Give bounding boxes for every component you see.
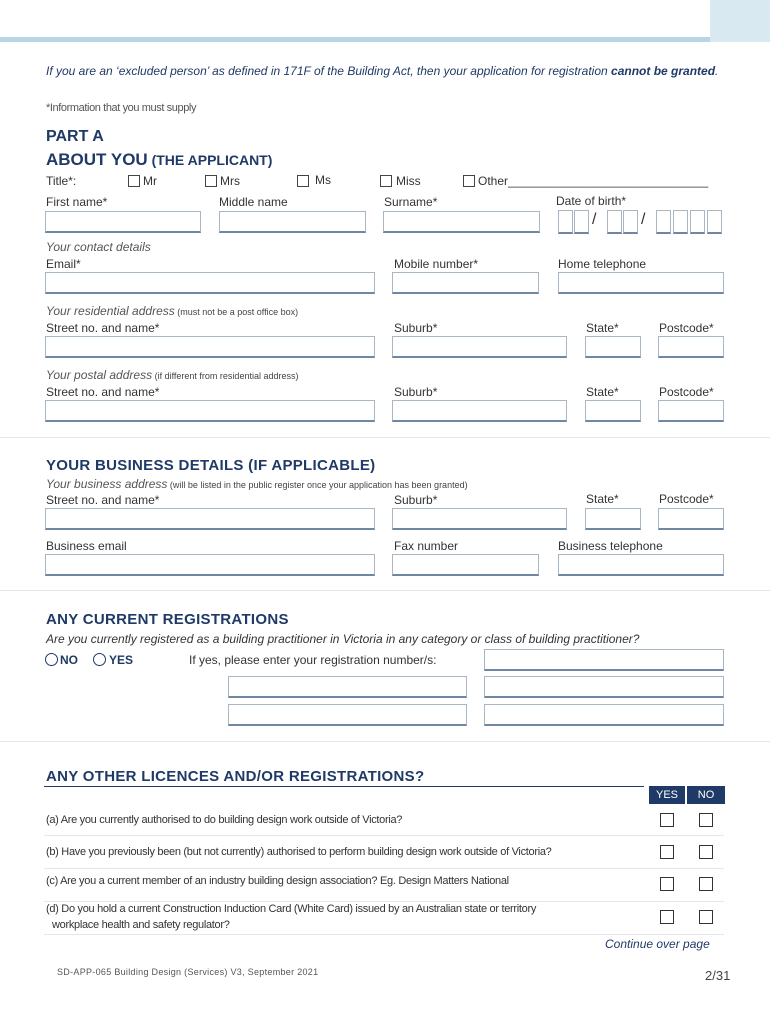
licence-question-c-text: (c) Are you a current member of an industry building design association? Eg. Design Matters National: [46, 875, 509, 887]
excluded-person-notice: [46, 63, 736, 79]
licence-question-a: [44, 805, 724, 836]
biz-postcode-field[interactable]: [658, 508, 724, 530]
registered-no-radio[interactable]: [45, 653, 58, 666]
dob-sep-1: /: [592, 211, 597, 228]
dob-day-1[interactable]: [558, 210, 573, 234]
dob-year-3[interactable]: [690, 210, 705, 234]
business-address-heading-text: Your business address: [46, 477, 168, 491]
licence-question-b-text: (b) Have you previously been (but not currently) authorised to perform building design work outside of Victoria?: [46, 846, 552, 858]
res-street-label: Street no. and name*: [46, 321, 160, 335]
business-address-heading: [46, 477, 468, 491]
res-street-field[interactable]: [45, 336, 375, 358]
separator-2: [0, 590, 770, 591]
notice-bold: cannot be granted: [611, 64, 716, 78]
dob-sep-2: /: [641, 211, 646, 228]
biz-tel-field[interactable]: [558, 554, 724, 576]
page-number: 2/31: [705, 968, 731, 983]
top-accent-bar: [0, 37, 710, 42]
postal-heading: [46, 368, 298, 382]
biz-street-label: Street no. and name*: [46, 493, 160, 507]
biz-street-field[interactable]: [45, 508, 375, 530]
biz-email-label: Business email: [46, 539, 127, 553]
registration-number-field-1[interactable]: [484, 649, 724, 671]
biz-fax-label: Fax number: [394, 539, 459, 553]
first-name-field[interactable]: [45, 211, 201, 233]
biz-state-field[interactable]: [585, 508, 641, 530]
separator-3: [0, 741, 770, 742]
residential-heading-text: Your residential address: [46, 304, 175, 318]
residential-heading: [46, 304, 298, 318]
surname-label: Surname*: [384, 195, 438, 209]
registration-number-field-3[interactable]: [484, 676, 724, 698]
dob-month-2[interactable]: [623, 210, 638, 234]
registered-yes-radio[interactable]: [93, 653, 106, 666]
title-other-label: Other______________________________: [478, 174, 709, 188]
postal-street-field[interactable]: [45, 400, 375, 422]
registered-no-label: NO: [60, 653, 78, 667]
res-state-field[interactable]: [585, 336, 641, 358]
licence-question-d: [44, 902, 724, 935]
res-suburb-field[interactable]: [392, 336, 567, 358]
res-postcode-field[interactable]: [658, 336, 724, 358]
form-identifier: SD-APP-065 Building Design (Services) V3, September 2021: [57, 967, 319, 977]
licence-question-a-text: (a) Are you currently authorised to do building design work outside of Victoria?: [46, 814, 403, 826]
middle-name-field[interactable]: [219, 211, 366, 233]
part-label: PART A: [46, 128, 104, 145]
res-postcode-label: Postcode*: [659, 321, 714, 335]
title-miss-label: Miss: [396, 174, 421, 188]
top-corner-block: [710, 0, 770, 42]
dob-day-2[interactable]: [574, 210, 589, 234]
required-note: *Information that you must supply: [46, 102, 197, 114]
title-mrs-checkbox[interactable]: [205, 175, 217, 187]
email-label: Email*: [46, 257, 81, 271]
licence-a-no-checkbox[interactable]: [699, 813, 713, 827]
title-other-checkbox[interactable]: [463, 175, 475, 187]
postal-state-field[interactable]: [585, 400, 641, 422]
continue-over-page: Continue over page: [605, 937, 710, 951]
registration-number-prompt: If yes, please enter your registration number/s:: [189, 653, 437, 667]
dob-year-1[interactable]: [656, 210, 671, 234]
licences-heading: ANY OTHER LICENCES AND/OR REGISTRATIONS?: [46, 768, 425, 785]
title-ms-label: Ms: [315, 173, 331, 187]
licence-question-c: [44, 869, 724, 902]
part-a-title: [46, 150, 272, 170]
dob-label: Date of birth*: [556, 194, 627, 208]
home-tel-label: Home telephone: [558, 257, 647, 271]
business-address-note: (will be listed in the public register once your application has been granted): [167, 480, 468, 490]
dob-month-1[interactable]: [607, 210, 622, 234]
title-miss-checkbox[interactable]: [380, 175, 392, 187]
registration-number-field-5[interactable]: [484, 704, 724, 726]
registration-number-field-4[interactable]: [228, 704, 467, 726]
title-mrs-label: Mrs: [220, 174, 240, 188]
postal-suburb-label: Suburb*: [394, 385, 438, 399]
title-mr-checkbox[interactable]: [128, 175, 140, 187]
registrations-heading: ANY CURRENT REGISTRATIONS: [46, 611, 289, 628]
postal-postcode-field[interactable]: [658, 400, 724, 422]
biz-fax-field[interactable]: [392, 554, 539, 576]
yes-column-header: YES: [649, 786, 685, 804]
part-a-title-main: ABOUT YOU: [46, 150, 148, 169]
postal-postcode-label: Postcode*: [659, 385, 714, 399]
contact-heading: Your contact details: [46, 240, 151, 254]
biz-email-field[interactable]: [45, 554, 375, 576]
dob-year-4[interactable]: [707, 210, 722, 234]
licence-question-d-text: (d) Do you hold a current Construction Induction Card (White Card) issued by an Australian state or territory: [46, 903, 537, 915]
licence-b-yes-checkbox[interactable]: [660, 845, 674, 859]
mobile-label: Mobile number*: [394, 257, 479, 271]
first-name-label: First name*: [46, 195, 108, 209]
postal-suburb-field[interactable]: [392, 400, 567, 422]
licence-question-d-text-line2: workplace health and safety regulator?: [52, 919, 230, 931]
surname-field[interactable]: [383, 211, 540, 233]
title-ms-checkbox[interactable]: [297, 175, 309, 187]
licence-c-no-checkbox[interactable]: [699, 877, 713, 891]
mobile-field[interactable]: [392, 272, 539, 294]
licence-question-b: [44, 836, 724, 869]
licence-d-no-checkbox[interactable]: [699, 910, 713, 924]
registrations-question: Are you currently registered as a building practitioner in Victoria in any category or class of building practitioner?: [46, 632, 640, 646]
middle-name-label: Middle name: [219, 195, 288, 209]
registration-number-field-2[interactable]: [228, 676, 467, 698]
registered-yes-label: YES: [109, 653, 134, 667]
res-state-label: State*: [586, 321, 619, 335]
title-mr-label: Mr: [143, 174, 157, 188]
notice-text: If you are an ‘excluded person’ as defined in 171F of the Building Act, then your application for registration: [46, 64, 612, 78]
postal-heading-text: Your postal address: [46, 368, 153, 382]
licence-b-no-checkbox[interactable]: [699, 845, 713, 859]
postal-street-label: Street no. and name*: [46, 385, 160, 399]
licence-c-yes-checkbox[interactable]: [660, 877, 674, 891]
licence-a-yes-checkbox[interactable]: [660, 813, 674, 827]
dob-year-2[interactable]: [673, 210, 688, 234]
biz-suburb-label: Suburb*: [394, 493, 438, 507]
separator-1: [0, 437, 770, 438]
biz-state-label: State*: [586, 492, 619, 506]
residential-note: (must not be a post office box): [174, 307, 299, 317]
no-column-header: NO: [687, 786, 725, 804]
home-tel-field[interactable]: [558, 272, 724, 294]
biz-suburb-field[interactable]: [392, 508, 567, 530]
biz-postcode-label: Postcode*: [659, 492, 714, 506]
licence-d-yes-checkbox[interactable]: [660, 910, 674, 924]
res-suburb-label: Suburb*: [394, 321, 438, 335]
licences-heading-rule: [44, 786, 644, 787]
title-label: Title*:: [46, 174, 77, 188]
postal-note: (if different from residential address): [152, 371, 299, 381]
email-field[interactable]: [45, 272, 375, 294]
part-a-title-sub: (THE APPLICANT): [147, 152, 273, 168]
biz-tel-label: Business telephone: [558, 539, 663, 553]
business-heading: YOUR BUSINESS DETAILS (IF APPLICABLE): [46, 457, 376, 474]
postal-state-label: State*: [586, 385, 619, 399]
notice-end: .: [715, 64, 719, 78]
